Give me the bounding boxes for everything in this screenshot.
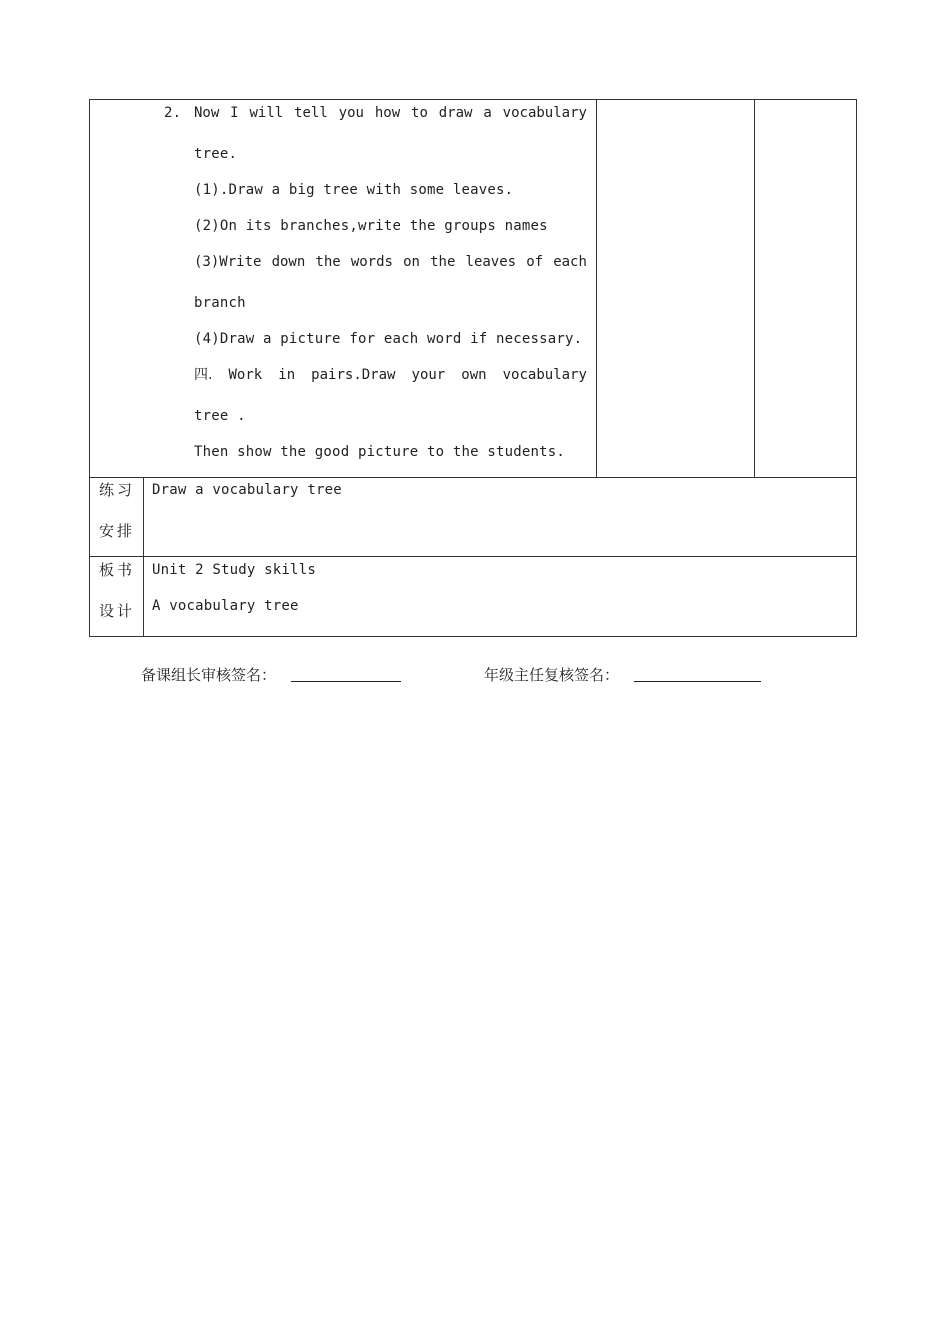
word: of	[526, 254, 544, 270]
word: (3)Write	[194, 254, 262, 270]
word: pairs.Draw	[311, 367, 396, 383]
step2-sub3	[194, 254, 587, 270]
word: how	[374, 105, 401, 121]
step2-line1-cont: tree.	[194, 146, 238, 162]
step2-line1	[194, 105, 587, 121]
word: draw	[438, 105, 473, 121]
practice-label-2: 安排	[99, 522, 136, 540]
word: Work	[228, 367, 263, 383]
group-leader-signature-line[interactable]	[291, 681, 401, 682]
word: you	[338, 105, 364, 121]
word: words	[350, 254, 393, 270]
word: on	[403, 254, 420, 270]
word: each	[553, 254, 587, 270]
step4-line	[194, 367, 587, 383]
word: tell	[294, 105, 328, 121]
word: leaves	[465, 254, 517, 270]
word: down	[271, 254, 306, 270]
word: will	[249, 105, 284, 121]
word: 四.	[194, 367, 213, 383]
word: to	[411, 105, 428, 121]
column-divider-notes	[754, 99, 755, 477]
row-divider-2	[89, 556, 857, 557]
practice-label-1: 练习	[99, 481, 136, 499]
board-line-2: A vocabulary tree	[152, 598, 299, 614]
word: your	[411, 367, 446, 383]
word: in	[278, 367, 296, 383]
step-number: 2.	[164, 105, 182, 121]
board-line-1: Unit 2 Study skills	[152, 562, 316, 578]
word: the	[315, 254, 341, 270]
step4-line-cont: tree .	[194, 408, 246, 424]
column-divider-label	[143, 477, 144, 637]
grade-head-signature-label: 年级主任复核签名：	[484, 666, 620, 684]
step2-sub3-cont: branch	[194, 295, 246, 311]
word: Now	[194, 105, 220, 121]
word: a	[483, 105, 492, 121]
step4-closing: Then show the good picture to the students.	[194, 444, 566, 460]
step2-sub2: (2)On its branches,write the groups names	[194, 218, 548, 234]
word: I	[230, 105, 239, 121]
board-label-1: 板书	[99, 561, 136, 579]
step2-sub4: (4)Draw a picture for each word if necessary.	[194, 331, 583, 347]
grade-head-signature-line[interactable]	[634, 681, 761, 682]
word: own	[461, 367, 487, 383]
group-leader-signature-label: 备课组长审核签名：	[141, 666, 277, 684]
practice-content: Draw a vocabulary tree	[152, 482, 342, 498]
word: the	[430, 254, 456, 270]
board-label-2: 设计	[99, 602, 136, 620]
row-divider-1	[89, 477, 857, 478]
word: vocabulary	[502, 105, 587, 121]
column-divider-content	[596, 99, 597, 477]
step2-sub1: (1).Draw a big tree with some leaves.	[194, 182, 514, 198]
word: vocabulary	[502, 367, 587, 383]
